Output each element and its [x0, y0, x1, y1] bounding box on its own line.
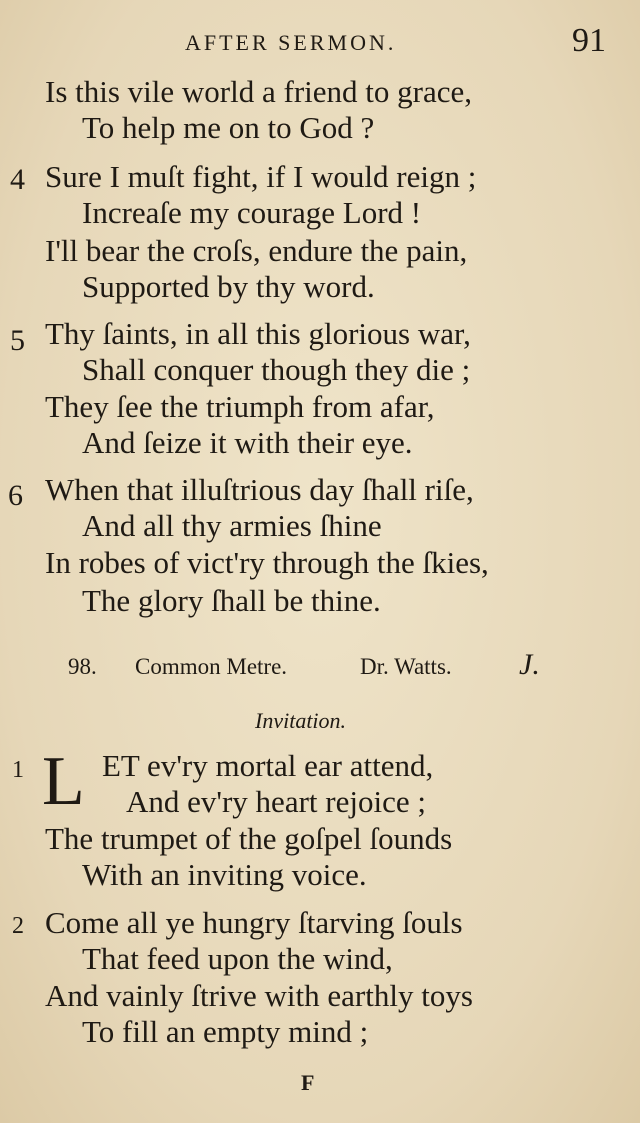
stanza-number: 5	[10, 324, 25, 357]
verse-line: The trumpet of the goſpel ſounds	[45, 821, 453, 856]
verse-line: With an inviting voice.	[82, 857, 367, 892]
stanza-number: 6	[8, 479, 23, 512]
verse-line: Increaſe my courage Lord !	[82, 195, 422, 230]
hymn-author-mark: J.	[519, 648, 540, 681]
running-head: AFTER SERMON.	[185, 30, 397, 55]
verse-line: ET ev'ry mortal ear attend,	[102, 748, 434, 783]
verse-line: Is this vile world a friend to grace,	[45, 74, 472, 109]
verse-line: To help me on to God ?	[82, 110, 375, 145]
stanza-number: 1	[12, 757, 24, 783]
stanza-number: 2	[12, 913, 24, 939]
verse-line: When that illuſtrious day ſhall riſe,	[45, 472, 474, 507]
hymn-metre: Common Metre.	[135, 654, 288, 679]
verse-line: Shall conquer though they die ;	[82, 352, 471, 387]
verse-line: To fill an empty mind ;	[82, 1014, 369, 1049]
verse-line: In robes of vict'ry through the ſkies,	[45, 545, 489, 580]
signature-mark: F	[301, 1070, 315, 1095]
verse-line: Thy ſaints, in all this glorious war,	[45, 316, 471, 351]
stanza-number: 4	[10, 163, 25, 196]
verse-line: I'll bear the croſs, endure the pain,	[45, 233, 468, 268]
verse-line: And ſeize it with their eye.	[82, 425, 413, 460]
verse-line: That feed upon the wind,	[82, 941, 393, 976]
hymn-author: Dr. Watts.	[360, 654, 452, 679]
verse-line: And all thy armies ſhine	[82, 508, 382, 543]
verse-line: The glory ſhall be thine.	[82, 583, 381, 618]
hymn-subtitle: Invitation.	[255, 708, 347, 733]
verse-line: And ev'ry heart rejoice ;	[126, 784, 426, 819]
verse-line: Sure I muſt fight, if I would reign ;	[45, 159, 477, 194]
hymn-number: 98.	[68, 654, 97, 679]
page-number: 91	[572, 22, 606, 59]
drop-cap: L	[42, 743, 85, 820]
verse-line: Come all ye hungry ſtarving ſouls	[45, 905, 463, 940]
verse-line: And vainly ſtrive with earthly toys	[45, 978, 473, 1013]
verse-line: They ſee the triumph from afar,	[45, 389, 435, 424]
verse-line: Supported by thy word.	[82, 269, 375, 304]
